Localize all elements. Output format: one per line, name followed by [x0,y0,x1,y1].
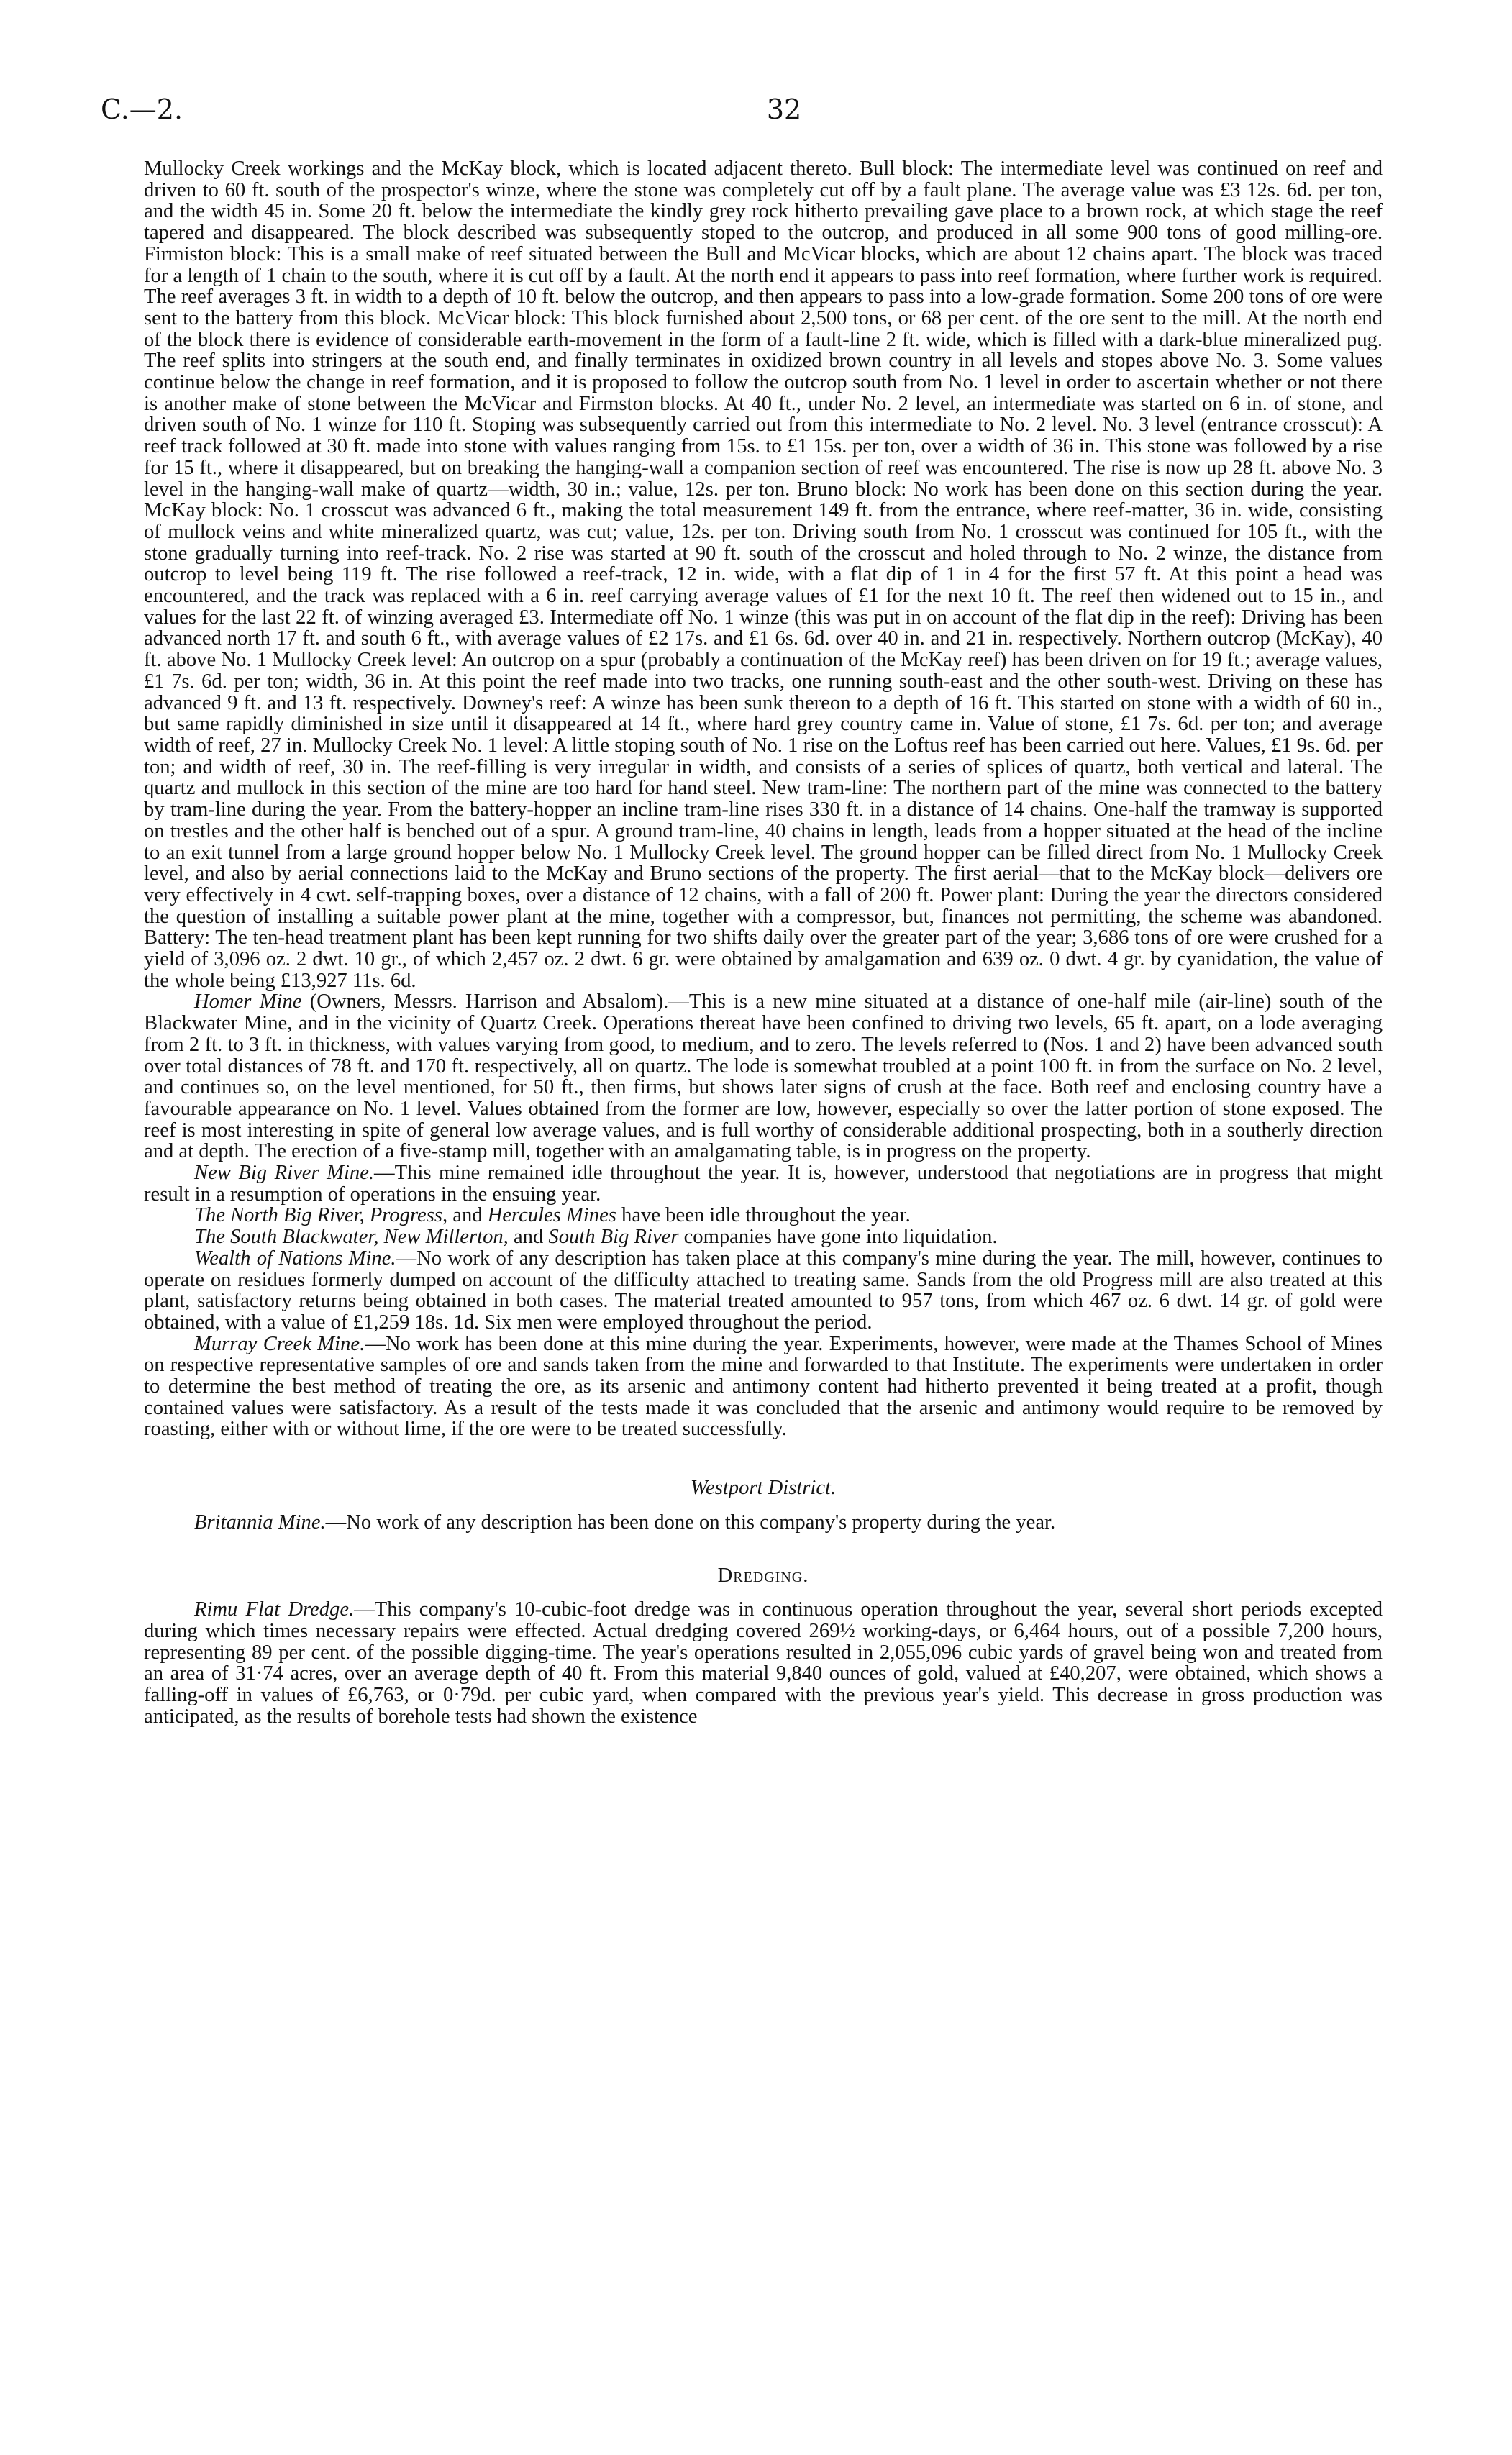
westport-district-heading: Westport District. [690,1477,837,1500]
homer-mine-title: Homer Mine [194,990,302,1014]
paragraph-mullocky-creek: Mullocky Creek workings and the McKay block, which is located adjacent thereto. Bull block: The intermediate level was continued on reef and driven to 60 ft. south of the prospector's winze, where the stone was completely cut off by a fault plane. The average value was £3 12s. 6d. per ton, and the width 45 in. Some 20 ft. below the intermediate the kindly grey rock hitherto prevailing gave place to a brown rock, at which stage the reef tapered and disappeared. The block described was subsequently stoped to the outcrop, and produced in all some 900 tons of good milling-ore. Firmiston block: This is a small make of reef situated between the Bull and McVicar blocks, which are about 12 chains apart. The block was traced for a length of 1 chain to the south, where it is cut off by a fault. At the north end it appears to pass into reef formation, where further work is required. The reef averages 3 ft. in width to a depth of 10 ft. below the outcrop, and then appears to pass into a low-grade formation. Some 200 tons of ore were sent to the battery from this block. McVicar block: This block furnished about 2,500 tons, or 68 per cent. of the ore sent to the mill. At the north end of the block there is evidence of considerable earth-movement in the form of a fault-line 2 ft. wide, which is filled with a dark-blue mineralized pug. The reef splits into stringers at the south end, and finally terminates in oxidized brown country in all levels and stopes above No. 3. Some values continue below the change in reef formation, and it is proposed to follow the outcrop south from No. 1 level in order to ascertain whether or not there is another make of stone between the McVicar and Firmston blocks. At 40 ft., under No. 2 level, an intermediate was started on 6 in. of stone, and driven south of No. 1 winze for 110 ft. Stoping was subsequently carried out from this intermediate to No. 2 level. No. 3 level (entrance crosscut): A reef track followed at 30 ft. made into stone with values ranging from 15s. to £1 15s. per ton, over a width of 36 in. This stone was followed by a rise for 15 ft., where it disappeared, but on breaking the hanging-wall a companion section of reef was encountered. The rise is now up 28 ft. above No. 3 level in the hanging-wall make of quartz—width, 30 in.; value, 12s. per ton. Bruno block: No work has been done on this section during the year. McKay block: No. 1 crosscut was advanced 6 ft., making the total measurement 149 ft. from the entrance, where reef-matter, 36 in. wide, consisting of mullock veins and white mineralized quartz, was cut; value, 12s. per ton. Driving south from No. 1 crosscut was continued for 105 ft., with the stone gradually turning into reef-track. No. 2 rise was started at 90 ft. south of the crosscut and holed through to No. 2 winze, the distance from outcrop to level being 119 ft. The rise followed a reef-track, 12 in. wide, with a flat dip of 1 in 4 for the first 57 ft. At this point a head was encountered, and the track was replaced with a 6 in. reef carrying average values of £1 for the next 10 ft. The reef then widened out to 15 in., and values for the last 22 ft. of winzing averaged £3. Intermediate off No. 1 winze (this was put in on account of the flat dip in the reef): Driving has been advanced north 17 ft. and south 6 ft., with average values of £2 17s. and £1 6s. 6d. over 40 in. and 21 in. respectively. Northern outcrop (McKay), 40 ft. above No. 1 Mullocky Creek level: An outcrop on a spur (probably a continuation of the McKay reef) has been driven on for 19 ft.; average values, £1 7s. 6d. per ton; width, 36 in. At this point the reef made into two tracks, one running south-east and the other south-west. Driving on these has advanced 9 ft. and 13 ft. respectively. Downey's reef: A winze has been sunk thereon to a depth of 16 ft. This started on stone with a width of 60 in., but same rapidly diminished in size until it disappeared at 14 ft., where hard grey country came in. Value of stone, £1 7s. 6d. per ton; and average width of reef, 27 in. Mullocky Creek No. 1 level: A little stoping south of No. 1 rise on the Loftus reef has been carried out here. Values, £1 9s. 6d. per ton; and width of reef, 30 in. The reef-filling is very irregular in width, and consists of a series of splices of quartz, both vertical and lateral. The quartz and mullock in this section of the mine are too hard for hand steel. New tram-line: The northern part of the mine was connected to the battery by tram-line during the year. From the battery-hopper an incline tram-line rises 330 ft. in a distance of 14 chains. One-half the tramway is supported on trestles and the other half is benched out of a spur. A ground tram-line, 40 chains in length, leads from a hopper situated at the head of the incline to an exit tunnel from a large ground hopper below No. 1 Mullocky Creek level. The ground hopper can be filled direct from No. 1 Mullocky Creek level, and also by aerial connections laid to the McKay and Bruno sections of the property. The first aerial—that to the McKay block—delivers ore very effectively in 4 cwt. self-trapping boxes, over a distance of 12 chains, with a fall of 200 ft. Power plant: During the year the directors considered the question of installing a suitable power plant at the mine, together with a compressor, but, finances not permitting, the scheme was abandoned. Battery: The ten-head treatment plant has been kept running for two shifts daily over the greater part of the year; 3,686 tons of ore were crushed for a yield of 3,096 oz. 2 dwt. 10 gr., of which 2,457 oz. 2 dwt. 6 gr. were obtained by amalgamation and 639 oz. 0 dwt. 4 gr. by cyanidation, the value of the whole being £13,927 11s. 6d. [144,158,1383,992]
north-big-river-and: and [447,1204,488,1227]
paragraph-north-big-river [144,1205,1383,1226]
homer-mine-text: (Owners, Messrs. Harrison and Absalom).—This is a new mine situated at a distance of one-half mile (air-line) south of the Blackwater Mine, and in the vicinity of Quartz Creek. Operations thereat have been confined to driving two levels, 65 ft. apart, on a lode averaging from 2 ft. to 3 ft. in thickness, with values varying from good, to medium, and to zero. The levels referred to (Nos. 1 and 2) have been advanced south over total distances of 78 ft. and 170 ft. respectively, all on quartz. The lode is somewhat troubled at a point 100 ft. in from the surface on No. 2 level, and continues so, on the level mentioned, for 50 ft., then firms, but shows later signs of crush at the face. Both reef and enclosing country have a favourable appearance on No. 1 level. Values obtained from the former are low, however, especially so over the latter portion of stone exposed. The reef is most interesting in spite of general low average values, and is full worthy of considerable additional prospecting, both in a southerly direction and at depth. The erection of a five-stamp mill, together with an amalgamating table, is in progress on the property. [144,990,1383,1163]
paragraph-murray-creek [144,1334,1383,1441]
north-big-river-title: The North Big River, Progress, [194,1204,448,1227]
paragraph-homer-mine [144,991,1383,1162]
south-blackwater-title: The South Blackwater, New Millerton, [194,1226,509,1249]
murray-creek-title: Murray Creek Mine. [194,1332,365,1355]
paragraph-rimu-flat [144,1599,1383,1727]
rimu-flat-text: —This company's 10-cubic-foot dredge was in continuous operation throughout the year, several short periods excepted during which times necessary repairs were effected. Actual dredging covered 269½ working-days, or 6,464 hours, out of a possible 7,200 hours, representing 89 per cent. of the possible digging-time. The year's operations resulted in 2,055,096 cubic yards of gravel being won and treated from an area of 31·74 acres, over an average depth of 40 ft. From this material 9,840 ounces of gold, valued at £40,207, were obtained, which shows a falling-off in values of £6,763, or 0·79d. per cubic yard, when compared with the previous year's yield. This decrease in gross production was anticipated, as the results of borehole tests had shown the existence [144,1598,1383,1728]
hercules-mines-title: Hercules Mines [487,1204,616,1227]
murray-creek-text: —No work has been done at this mine during the year. Experiments, however, were made at the Thames School of Mines on respective representative samples of ore and sands taken from the mine and forwarded to that Institute. The experiments were undertaken in order to determine the best method of treating the ore, as its arsenic and antimony content had hitherto prevented it being treated at a profit, though contained values were satisfactory. As a result of the tests made it was concluded that the arsenic and antimony would require to be removed by roasting, either with or without lime, if the ore were to be treated successfully. [144,1332,1383,1441]
rimu-flat-title: Rimu Flat Dredge. [194,1598,355,1621]
new-big-river-title: New Big River Mine. [194,1162,375,1185]
north-big-river-text: have been idle throughout the year. [616,1204,911,1227]
page-body [144,158,1383,1728]
paragraph-britannia [144,1512,1383,1534]
paragraph-south-blackwater [144,1226,1383,1248]
dredging-heading: Dredging. [717,1564,809,1587]
britannia-text: —No work of any description has been done on this company's property during the year. [325,1511,1056,1534]
south-big-river-title: South Big River [548,1226,679,1249]
wealth-of-nations-title: Wealth of Nations Mine. [194,1247,396,1270]
page-number: 32 [766,94,802,125]
report-code: C.—2. [101,94,183,125]
south-blackwater-text: companies have gone into liquidation. [678,1226,998,1249]
wealth-of-nations-text: —No work of any description has taken place at this company's mine during the year. The mill, however, continues to operate on residues formerly dumped on account of the difficulty attached to treating same. Sands from the old Progress mill are also treated at this plant, satisfactory returns being obtained in both cases. The material treated amounted to 957 tons, from which 467 oz. 6 dwt. 14 gr. of gold were obtained, with a value of £1,259 18s. 1d. Six men were employed throughout the period. [144,1247,1383,1334]
new-big-river-text: —This mine remained idle throughout the year. It is, however, understood that negotiations are in progress that might result in a resumption of operations in the ensuing year. [144,1162,1383,1206]
paragraph-wealth-of-nations [144,1248,1383,1334]
paragraph-new-big-river [144,1162,1383,1205]
britannia-title: Britannia Mine. [194,1511,326,1534]
south-blackwater-and: and [508,1226,549,1249]
